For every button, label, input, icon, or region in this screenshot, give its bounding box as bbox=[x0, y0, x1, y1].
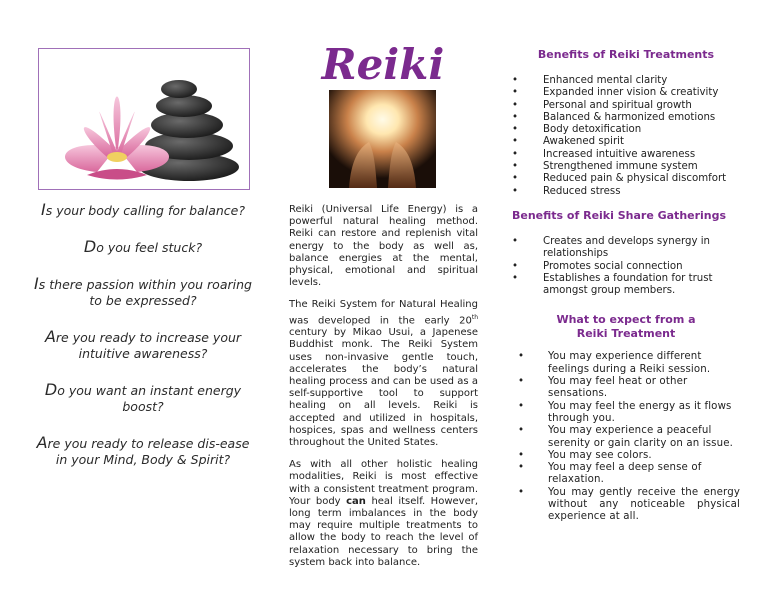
body-paragraph-1: Reiki (Universal Life Energy) is a powerful natural healing method. Reiki can restore and replenish vital energy to the body as well as, balance energies at the mental, physical, emotional and spiritual levels. bbox=[289, 204, 478, 289]
glowing-hands-photo bbox=[329, 90, 436, 188]
share-list bbox=[512, 236, 740, 297]
list-item: • Establishes a foundation for trust amongst group members. bbox=[512, 273, 740, 298]
list-item: • Reduced stress bbox=[512, 186, 740, 198]
benefits-heading: Benefits of Reiki Treatments bbox=[537, 48, 715, 61]
page-title: Reiki bbox=[321, 40, 445, 89]
expect-list bbox=[512, 351, 740, 523]
benefits-list bbox=[512, 75, 740, 198]
list-item: • Strengthened immune system bbox=[512, 161, 740, 173]
list-item: • Creates and develops synergy in relationships bbox=[512, 236, 740, 261]
list-item: • Expanded inner vision & creativity bbox=[512, 87, 740, 99]
glowing-hands-icon bbox=[329, 90, 436, 188]
list-item: • You may feel heat or other sensations. bbox=[512, 376, 740, 401]
expect-heading: What to expect from a Reiki Treatment bbox=[556, 313, 696, 341]
list-item: • You may experience different feelings during a Reiki session. bbox=[512, 351, 740, 376]
list-item: • Reduced pain & physical discomfort bbox=[512, 173, 740, 185]
share-heading: Benefits of Reiki Share Gatherings bbox=[512, 208, 727, 222]
lotus-flower-icon bbox=[39, 49, 249, 189]
list-item: • Increased intuitive awareness bbox=[512, 149, 740, 161]
list-item: • You may experience a peaceful serenity or gain clarity on an issue. bbox=[512, 425, 740, 450]
questions-list bbox=[34, 202, 252, 488]
list-item: • Body detoxification bbox=[512, 124, 740, 136]
list-item: • Personal and spiritual growth bbox=[512, 100, 740, 112]
list-item: • Promotes social connection bbox=[512, 261, 740, 273]
list-item: • You may feel a deep sense of relaxation. bbox=[512, 462, 740, 487]
benefits-column bbox=[512, 48, 740, 524]
reiki-description bbox=[289, 204, 478, 579]
list-item: • You may feel the energy as it flows through you. bbox=[512, 401, 740, 426]
question-6: Are you ready to release dis-ease in your Mind, Body & Spirit? bbox=[36, 433, 250, 467]
question-2: Do you feel stuck? bbox=[83, 237, 203, 256]
list-item: • You may see colors. bbox=[512, 450, 740, 462]
body-paragraph-3: As with all other holistic healing modalities, Reiki is most effective with a consistent treatment program. Your body can heal itself. However, long term imbalances in the body may require multiple treatments to allow the body to reach the level of relaxation necessary to bring the system back into balance. bbox=[289, 459, 479, 568]
question-3: Is there passion within you roaring to be expressed? bbox=[34, 274, 252, 308]
question-5: Do you want an instant energy boost? bbox=[44, 380, 242, 414]
list-item: • Balanced & harmonized emotions bbox=[512, 112, 740, 124]
list-item: • You may gently receive the energy without any noticeable physical experience at all. bbox=[512, 487, 740, 524]
question-1: Is your body calling for balance? bbox=[41, 200, 245, 219]
list-item: • Enhanced mental clarity bbox=[512, 75, 740, 87]
lotus-stones-photo bbox=[38, 48, 250, 190]
question-4: Are you ready to increase your intuitive awareness? bbox=[44, 327, 242, 361]
body-paragraph-2: The Reiki System for Natural Healing was developed in the early 20th century by Mikao Usui, a Japenese Buddhist monk. The Reiki System uses non-invasive gentle touch, accelerates the body’s natural healing process and can be used as a self-supportive tool to support healing on all levels. Reiki is accepted and utilized in hospitals, hospices, spas and wellness centers throughout the United States. bbox=[289, 299, 478, 448]
list-item: • Awakened spirit bbox=[512, 136, 740, 148]
